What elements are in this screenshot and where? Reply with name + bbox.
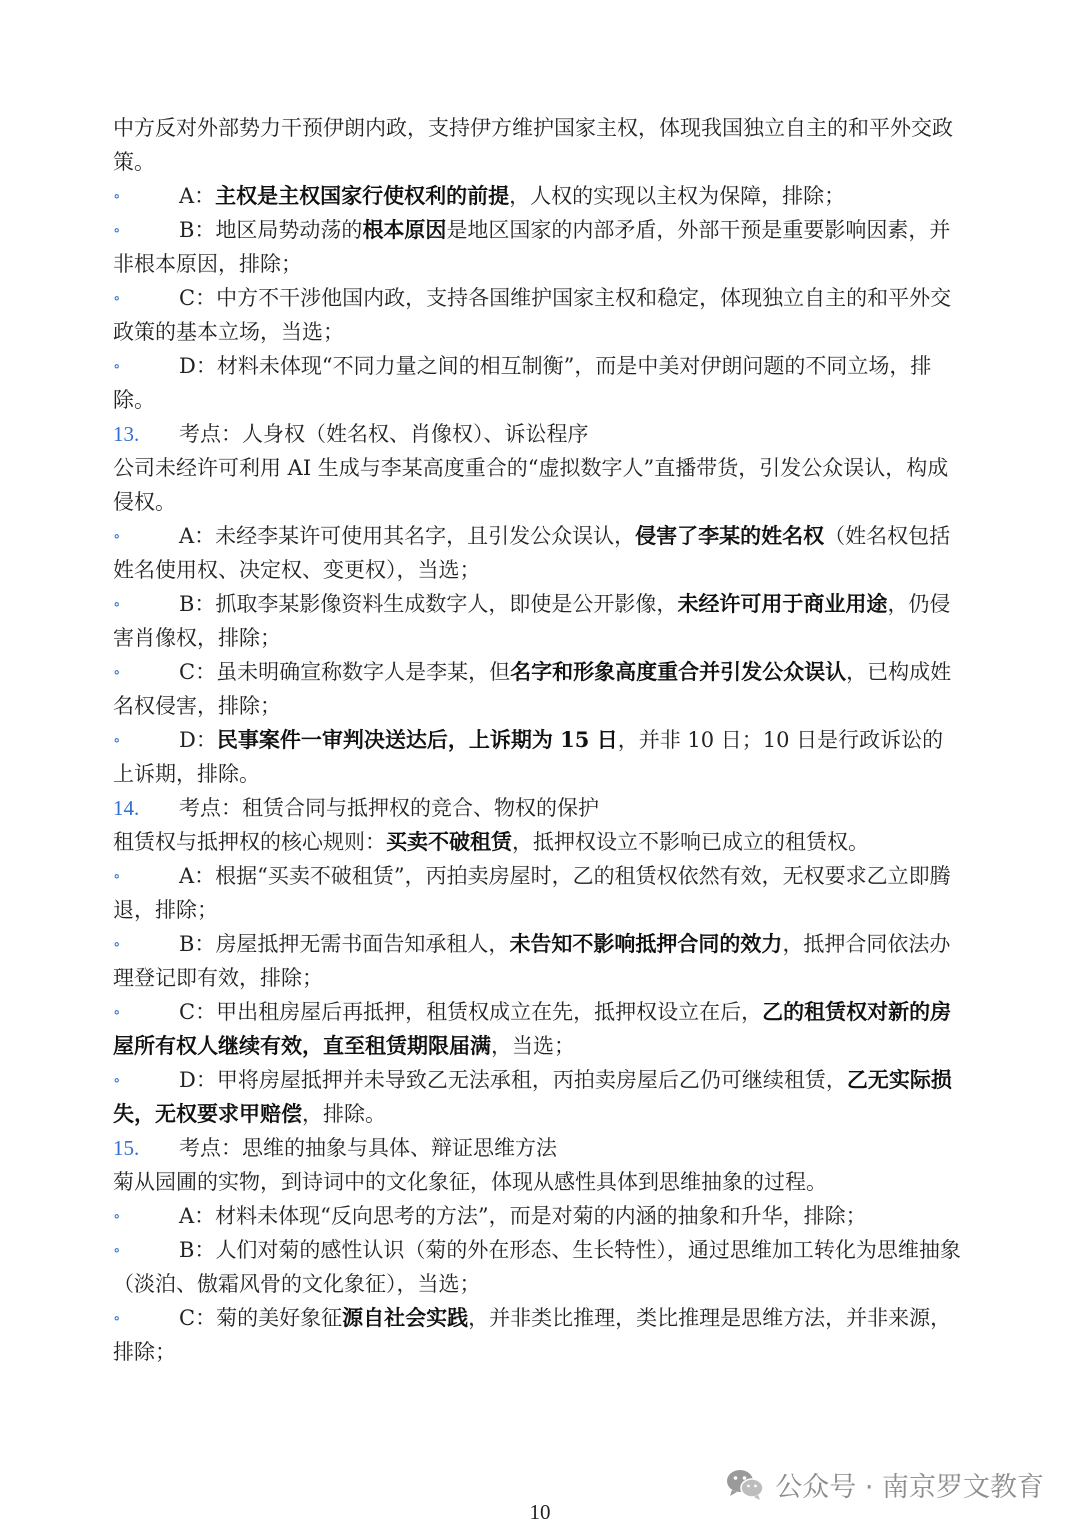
- bullet-icon: ∘: [113, 289, 121, 307]
- option-label: D：: [179, 354, 217, 378]
- q15-summary: 菊从园圃的实物，到诗词中的文化象征，体现从感性具体到思维抽象的过程。: [113, 1170, 827, 1194]
- q13-summary: 公司未经许可利用 AI 生成与李某高度重合的“虚拟数字人”直播带货，引发公众误认，构成侵权。: [113, 456, 949, 514]
- text-run: 材料未体现“反向思考的方法”，而是对菊的内涵的抽象和升华，排除；: [215, 1204, 867, 1228]
- text-run: ，人权的实现以主权为保障，排除；: [509, 184, 846, 208]
- text-run: 菊的美好象征: [216, 1306, 343, 1330]
- bold-text: 根本原因: [362, 217, 447, 242]
- option-label: B：: [179, 218, 216, 242]
- bullet-icon: ∘: [113, 221, 121, 239]
- bold-text: 未告知不影响抵押合同的效力: [509, 931, 783, 956]
- text-run: 虽未明确宣称数字人是李某，但: [216, 660, 511, 684]
- bullet-icon: ∘: [113, 731, 121, 749]
- bullet-icon: ∘: [113, 527, 121, 545]
- text-run: 地区局势动荡的: [215, 218, 363, 242]
- bold-text: 主权是主权国家行使权利的前提: [215, 183, 510, 208]
- bullet-icon: ∘: [113, 1207, 121, 1225]
- bullet-icon: ∘: [113, 1071, 121, 1089]
- option-item: [113, 587, 963, 655]
- option-label: C：: [179, 660, 217, 684]
- bullet-icon: ∘: [113, 1003, 121, 1021]
- option-label: B：: [179, 592, 216, 616]
- option-item: [113, 519, 963, 587]
- topic-label: 考点：: [179, 1136, 242, 1160]
- bullet-icon: ∘: [113, 1309, 121, 1327]
- q14-options: [113, 859, 963, 1131]
- text-run: （姓名权包括姓名使用权、决定权、变更权），当选；: [113, 524, 951, 582]
- option-item: [113, 281, 963, 349]
- option-label: A：: [179, 1204, 216, 1228]
- text-run: ，并非类比推理，类比推理是思维方法，并非来源，排除；: [113, 1306, 952, 1364]
- option-item: [113, 1233, 963, 1301]
- text-run: 租赁权与抵押权的核心规则：: [113, 830, 386, 854]
- text-run: ，已构成姓名权侵害，排除；: [113, 660, 952, 718]
- option-label: A：: [179, 864, 216, 888]
- bold-text: 侵害了李某的姓名权: [635, 523, 825, 548]
- option-item: [113, 927, 963, 995]
- option-label: C：: [179, 1000, 217, 1024]
- text-run: ，当选；: [491, 1034, 575, 1058]
- option-label: B：: [179, 932, 216, 956]
- text-run: 材料未体现“不同力量之间的相互制衡”，而是中美对伊朗问题的不同立场，排除。: [113, 354, 932, 412]
- option-label: A：: [179, 184, 216, 208]
- bullet-icon: ∘: [113, 595, 121, 613]
- bullet-icon: ∘: [113, 1241, 121, 1259]
- option-item: [113, 655, 963, 723]
- option-item: [113, 213, 963, 281]
- option-label: B：: [179, 1238, 216, 1262]
- topic-text: 租赁合同与抵押权的竞合、物权的保护: [242, 796, 599, 820]
- bullet-icon: ∘: [113, 935, 121, 953]
- bullet-icon: ∘: [113, 357, 121, 375]
- q13-options: [113, 519, 963, 791]
- text-run: ，并非 10 日；10 日是行政诉讼的上诉期，排除。: [113, 728, 944, 786]
- q13-topic: [113, 417, 963, 451]
- option-item: [113, 1063, 963, 1131]
- bold-text: 乙的租赁权对新的房屋所有权人继续有效，直至租赁期限届满: [113, 999, 952, 1058]
- watermark-text: 公众号 · 南京罗文教育: [775, 1471, 1044, 1503]
- bold-text: 未经许可用于商业用途: [677, 591, 888, 616]
- text-run: 根据“买卖不破租赁”，丙拍卖房屋时，乙的租赁权依然有效，无权要求乙立即腾退，排除；: [113, 864, 951, 922]
- option-item: [113, 1301, 963, 1369]
- text-run: ，抵押权设立不影响已成立的租赁权。: [512, 830, 869, 854]
- bullet-icon: ∘: [113, 663, 121, 681]
- option-label: D：: [179, 1068, 217, 1092]
- option-item: [113, 859, 963, 927]
- text-run: 中方不干涉他国内政，支持各国维护国家主权和稳定，体现独立自主的和平外交政策的基本立场，当选；: [113, 286, 952, 344]
- text-run: 房屋抵押无需书面告知承租人，: [215, 932, 510, 956]
- q15-topic: [113, 1131, 963, 1165]
- topic-text: 人身权（姓名权、肖像权）、诉讼程序: [242, 422, 589, 446]
- option-item: [113, 723, 963, 791]
- option-label: C：: [179, 1306, 217, 1330]
- text-run: 抓取李某影像资料生成数字人，即使是公开影像，: [215, 592, 678, 616]
- q15-options: [113, 1199, 963, 1369]
- text-run: ，排除。: [302, 1102, 386, 1126]
- option-label: A：: [179, 524, 216, 548]
- text-run: 是地区国家的内部矛盾，外部干预是重要影响因素，并非根本原因，排除；: [113, 218, 951, 276]
- question-number: 13.: [113, 422, 140, 446]
- q14-summary: [113, 825, 963, 859]
- document-body: [113, 111, 963, 1369]
- bold-text: 源自社会实践: [342, 1305, 469, 1330]
- option-item: [113, 179, 963, 213]
- text-run: 人们对菊的感性认识（菊的外在形态、生长特性），通过思维加工转化为思维抽象（淡泊、傲霜风骨的文化象征），当选；: [113, 1238, 961, 1296]
- bold-text: 民事案件一审判决送达后，上诉期为 15 日: [216, 727, 618, 752]
- text-run: ，仍侵害肖像权，排除；: [113, 592, 951, 650]
- option-item: [113, 1199, 963, 1233]
- topic-text: 思维的抽象与具体、辩证思维方法: [242, 1136, 557, 1160]
- question-number: 14.: [113, 796, 140, 820]
- wechat-icon: [725, 1467, 765, 1501]
- page-number: 10: [529, 1500, 551, 1524]
- option-item: [113, 995, 963, 1063]
- option-label: C：: [179, 286, 217, 310]
- topic-label: 考点：: [179, 422, 242, 446]
- text-run: 未经李某许可使用其名字，且引发公众误认，: [215, 524, 636, 548]
- bold-text: 乙无实际损失，无权要求甲赔偿: [113, 1067, 952, 1126]
- bullet-icon: ∘: [113, 187, 121, 205]
- option-label: D：: [179, 728, 217, 752]
- q14-topic: [113, 791, 963, 825]
- text-run: 甲出租房屋后再抵押，租赁权成立在先，抵押权设立在后，: [216, 1000, 763, 1024]
- topic-label: 考点：: [179, 796, 242, 820]
- intro-paragraph: 中方反对外部势力干预伊朗内政，支持伊方维护国家主权，体现我国独立自主的和平外交政策。: [113, 116, 953, 174]
- bold-text: 买卖不破租赁: [386, 829, 512, 854]
- question-number: 15.: [113, 1136, 140, 1160]
- bullet-icon: ∘: [113, 867, 121, 885]
- q12-options: [113, 179, 963, 417]
- text-run: 甲将房屋抵押并未导致乙无法承租，丙拍卖房屋后乙仍可继续租赁，: [216, 1068, 847, 1092]
- option-item: [113, 349, 963, 417]
- text-run: ，抵押合同依法办理登记即有效，排除；: [113, 932, 951, 990]
- bold-text: 名字和形象高度重合并引发公众误认: [510, 659, 847, 684]
